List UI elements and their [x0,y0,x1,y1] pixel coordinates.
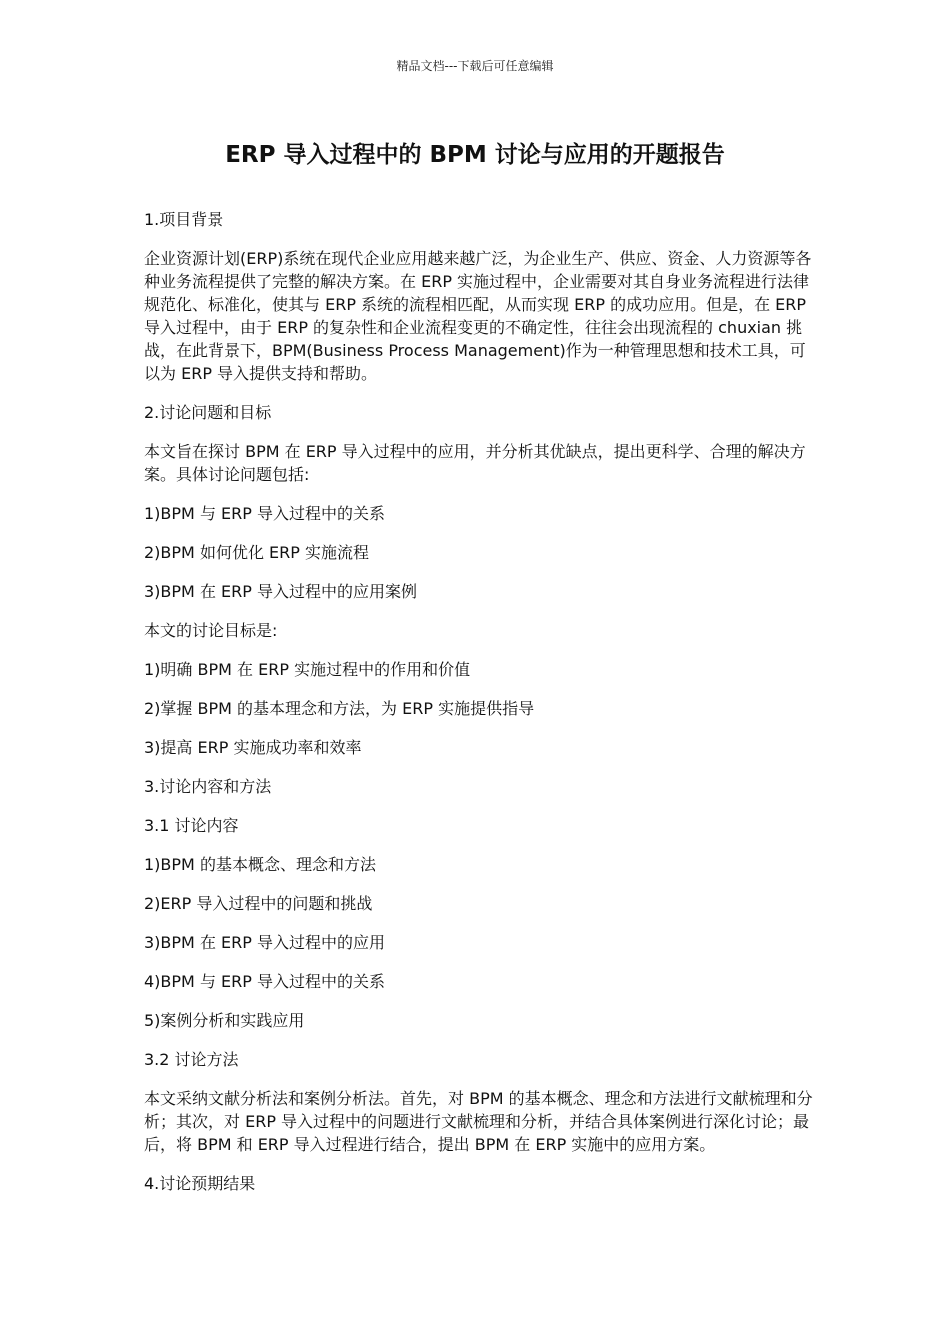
section-heading-questions: 2.讨论问题和目标 [144,403,272,422]
section-heading-content-method: 3.讨论内容和方法 [144,777,272,796]
header-note: 精品文档---下载后可任意编辑 [396,59,554,73]
paragraph-questions-intro: 本文旨在探讨 BPM 在 ERP 导入过程中的应用，并分析其优缺点，提出更科学、合理的解决方案。具体讨论问题包括: [144,442,806,484]
document-title: ERP 导入过程中的 BPM 讨论与应用的开题报告 [225,142,725,168]
paragraph-goals-intro: 本文的讨论目标是: [144,621,278,640]
subsection-heading-method: 3.2 讨论方法 [144,1050,239,1069]
list-item: 2)掌握 BPM 的基本理念和方法，为 ERP 实施提供指导 [144,699,535,718]
list-item: 1)明确 BPM 在 ERP 实施过程中的作用和价值 [144,660,471,679]
list-item: 5)案例分析和实践应用 [144,1011,305,1030]
list-item: 1)BPM 与 ERP 导入过程中的关系 [144,504,385,523]
list-item: 2)BPM 如何优化 ERP 实施流程 [144,543,369,562]
list-item: 1)BPM 的基本概念、理念和方法 [144,855,376,874]
list-item: 4)BPM 与 ERP 导入过程中的关系 [144,972,385,991]
list-item: 3)BPM 在 ERP 导入过程中的应用案例 [144,582,417,601]
section-heading-background: 1.项目背景 [144,210,224,229]
document-body [144,208,816,1211]
subsection-heading-content: 3.1 讨论内容 [144,816,239,835]
section-heading-expected-results: 4.讨论预期结果 [144,1174,256,1193]
list-item: 3)提高 ERP 实施成功率和效率 [144,738,362,757]
paragraph-background: 企业资源计划(ERP)系统在现代企业应用越来越广泛，为企业生产、供应、资金、人力资源等各种业务流程提供了完整的解决方案。在 ERP 实施过程中，企业需要对其自身业务流程进行法律规范化、标准化，使其与 ERP 系统的流程相匹配，从而实现 ERP 的成功应用。但是，在 ERP 导入过程中，由于 ERP 的复杂性和企业流程变更的不确定性，往往会出现流程的 chuxian 挑战，在此背景下，BPM(Business Process Management)作为一种管理思想和技术工具，可以为 ERP 导入提供支持和帮助。 [144,249,812,383]
list-item: 3)BPM 在 ERP 导入过程中的应用 [144,933,385,952]
paragraph-method: 本文采纳文献分析法和案例分析法。首先，对 BPM 的基本概念、理念和方法进行文献梳理和分析；其次，对 ERP 导入过程中的问题进行文献梳理和分析，并结合具体案例进行深化讨论；最后，将 BPM 和 ERP 导入过程进行结合，提出 BPM 在 ERP 实施中的应用方案。 [144,1089,813,1154]
list-item: 2)ERP 导入过程中的问题和挑战 [144,894,373,913]
